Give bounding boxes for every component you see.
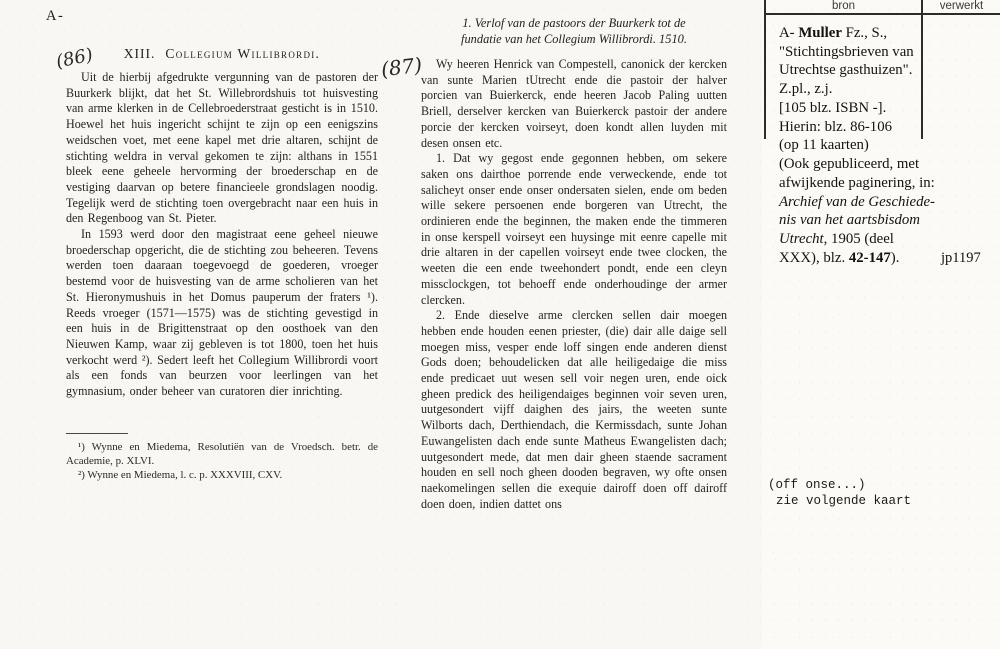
note-journal-line-1: Archief van de Geschiede- — [779, 193, 935, 210]
note-pages-line — [779, 249, 935, 268]
note-page-range: 42-147 — [848, 249, 891, 266]
note-journal-line-2: nis van het aartsbisdom — [779, 212, 920, 229]
note-year: , 1905 (deel — [823, 231, 894, 248]
note-line-2: afwijkende paginering, in: — [779, 174, 935, 191]
document-title-line-1: 1. Verlof van de pastoors der Buurkerk tot de — [462, 16, 686, 30]
typewriter-annotation — [768, 477, 911, 509]
card-header-bron: bron — [831, 0, 856, 12]
reference-place-year: Z.pl., z.j. — [779, 81, 833, 98]
note-volume: XXX), blz. — [779, 249, 849, 266]
catalog-code: jp1197 — [941, 250, 981, 266]
document-title-line-2: fundatie van het Collegium Willibrordi. 1510. — [461, 31, 687, 46]
reference-title-line-2: Utrechtse gasthuizen". — [779, 62, 913, 79]
corner-label: A- — [46, 8, 65, 24]
handwritten-page-note-87: (87) — [379, 52, 424, 82]
chapter-title: Collegium Willibrordi. — [165, 46, 321, 61]
card-header-underline — [764, 13, 1000, 15]
chapter-heading — [66, 46, 378, 62]
footnotes-block — [66, 433, 378, 482]
footnote-2: ²) Wynne en Miedema, l. c. p. XXXVIII, CXV. — [78, 469, 283, 481]
card-column-divider — [921, 0, 923, 139]
footnote-rule — [66, 433, 128, 434]
left-paragraph-1: Uit de hierbij afgedrukte vergunning van de pastoren der Buurkerk blijkt, dat het St. Willebrordshuis tot huisvesting van arme klerken in de Cellebroederstraat gesticht is in 1510. Hoewel het huis ingericht schijnt te zijn op een eenigszins weidschen voet, met eene kapel met drie altaren, schijnt de stichting weldra in verval gekomen te zijn: althans in 1551 bleek eene geheele hervorming der broederschap en de vestiging daarvan op betere financieele grondslagen noodig. Tegelijk werd de stichting toen overgebracht naar een huis in den Regenboog van St. Pieter. — [66, 70, 378, 226]
typewriter-line-2: zie volgende kaart — [776, 494, 912, 508]
card-header-verwerkt: verwerkt — [939, 0, 984, 12]
middle-paragraphs — [421, 57, 727, 512]
middle-text-column — [421, 16, 727, 512]
reference-pages: Hierin: blz. 86-106 — [779, 118, 893, 135]
reference-prefix: A- — [779, 25, 799, 41]
typewriter-line-1: (off onse...) — [768, 478, 866, 492]
reference-author-suffix: Fz., S., — [841, 25, 888, 41]
reference-card-count: (op 11 kaarten) — [779, 137, 869, 154]
reference-isbn: [105 blz. ISBN -]. — [779, 99, 887, 116]
also-published-note — [779, 155, 935, 268]
handwritten-page-note-86: (86) — [54, 44, 95, 73]
middle-paragraph-2: 1. Dat wy gegost ende gegonnen hebben, om sekere saken ons dairthoe porrende ende verweckende, ende tot salicheyt onser ende onser ondersaten sielen, ende om beden wille sekere persoenen ende borgeren van Utrecht, the ordinieren ende the beginnen, the maken ende the timmeren in onse kerspell voirseyt een huysinge mit eenre capelle mit drie altaren in der capellen voirseyt ende twee clocken, the weeten die een ende tweehondert pondt, ende een cleyn missclockgen, tot behoeff ende onderhoudinge der armer clercken. — [421, 151, 727, 307]
note-line-1: (Ook gepubliceerd, met — [779, 156, 920, 172]
note-journal-line-3 — [779, 230, 935, 249]
reference-author-line — [779, 24, 914, 43]
chapter-number: XIII. — [123, 46, 156, 61]
card-border-left — [764, 0, 766, 139]
note-journal-name: Utrecht — [779, 231, 824, 248]
note-close-paren: ). — [890, 249, 900, 266]
reference-title-line-1: "Stichtingsbrieven van — [779, 43, 914, 60]
middle-paragraph-1: Wy heeren Henrick van Compestell, canonick der kercken van sunte Marien tUtrecht ende die pastoir der halver porcien van Buierkerck, ende heeren Jacob Paling uutten Briell, derselver kercken van Buierkerck pastoir der andere porcie der kercken voirseyt, doen kondt allen luyden mit desen onsen etc. — [421, 57, 727, 150]
middle-paragraph-3: 2. Ende dieselve arme clercken sellen dair moegen hebben ende houden eenen priester, (die) dair alle daige sell moegen miss, vesper ende loff singen ende anderen dienst Gods doen; behoudelicken dat alle heiligedaige die miss ende predicaet uut wesen sell voir negen uren, ende oick gheen predick des heiligendaiges beginnen voir seven uren, uutgesondert vijff daighen des jairs, the weeten sunte Wilborts dach, Derthiendach, die Kermissdach, sunte Johan Euwangelisten dach ende sunte Matheus Ewangelisten dach; uutgesondert mede, dat men dair gheen staende sacrament houden en sell noch gheen dooden begraven, wy ofte onsen naekomelingen sellen die exequie dairoff doen off dairoff doen doen, indien dattet ons — [421, 308, 727, 511]
left-text-column — [66, 46, 378, 400]
footnote-1: ¹) Wynne en Miedema, Resolutiën van de Vroedsch. betr. de Academie, p. XLVI. — [66, 441, 378, 467]
reference-author: Muller — [798, 25, 842, 41]
left-paragraph-2: In 1593 werd door den magistraat eene geheel nieuwe broederschap opgericht, die de stichting zou beheeren. Tevens werden toen daaraan toegevoegd de goederen, vroeger bestemd voor de huisvesting van de arme scholieren van het St. Hieronymushuis in het Domus pauperum der fraters ¹). Reeds vroeger (1571—1575) was de stichting gevestigd in een huis in de Brigittenstraat op den oosthoek van den Nieuwen Kamp, waar zij gebleven is tot 1800, toen het huis verkocht werd ²). Sedert leeft het Collegium Willibrordi voort als een fonds van beurzen voor leerlingen van het gymnasium, onder beheer van curatoren dier inrichting. — [66, 227, 378, 399]
source-reference-entry — [779, 24, 914, 155]
